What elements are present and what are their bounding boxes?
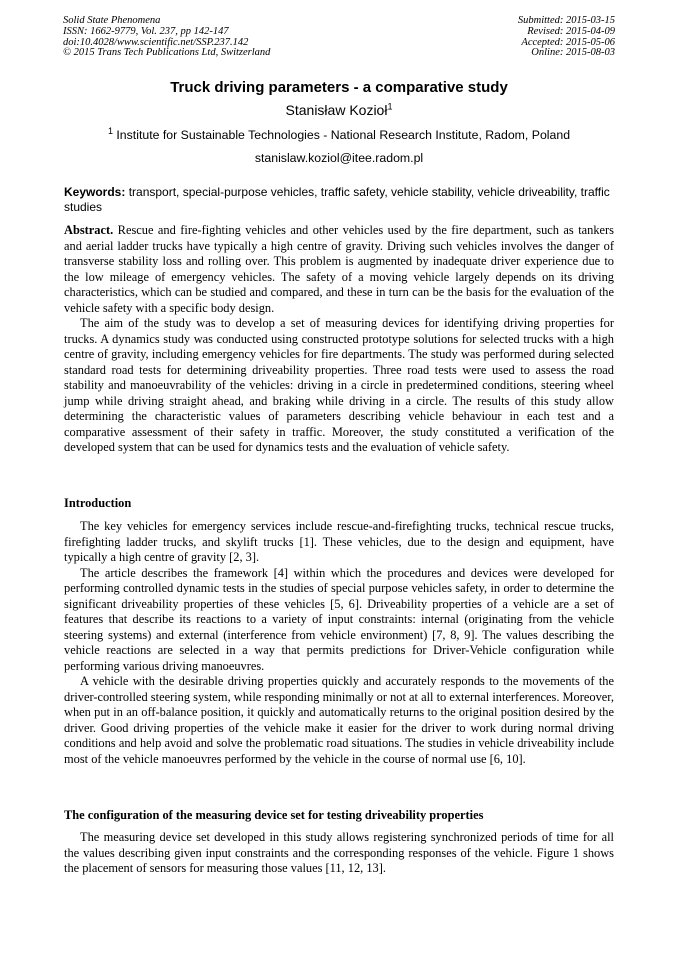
introduction-paragraph-1: The key vehicles for emergency services include rescue-and-firefighting trucks, technical rescue trucks, firefighting ladder trucks, and skylift trucks [1]. These vehicles, due to the design and equipment, have typically a high centre of gravity [2, 3]. xyxy=(64,519,614,564)
author-name: Stanisław Kozioł xyxy=(285,102,388,118)
online-date: Online: 2015-08-03 xyxy=(531,47,615,59)
keywords-label: Keywords: xyxy=(64,185,126,199)
configuration-paragraph-1: The measuring device set developed in this study allows registering synchronized periods of time for all the values describing given input constraints and the corresponding responses of the vehicle. Figure 1 shows the placement of sensors for measuring those values [11, 12, 13]. xyxy=(64,830,614,875)
abstract xyxy=(64,223,614,456)
journal-name: Solid State Phenomena xyxy=(63,15,161,26)
abstract-paragraph-2: The aim of the study was to develop a set of measuring devices for identifying driving properties for trucks. A dynamics study was conducted using constructed prototype solutions for selected trucks with a high centre of gravity, including emergency vehicles for fire departments. The study was performed during selected standard road tests for determining driveability properties. Three road tests were used to assess the road stability and manoeuvrability of the vehicles: driving in a circle in predetermined conditions, steering wheel jump while driving straight ahead, and braking while driving in a circle. The results of this study allow determining the characteristic values of parameters describing vehicle behaviour in each test and a comparative assessment of their safety in traffic. Moreover, the study constituted a verification of the developed system that can be used for dynamics tests and the evaluation of vehicle safety. xyxy=(64,316,614,454)
submitted-date: Submitted: 2015-03-15 xyxy=(517,15,615,26)
author-email: stanislaw.koziol@itee.radom.pl xyxy=(254,151,424,165)
affiliation-superscript: 1 xyxy=(107,125,113,136)
journal-header-left xyxy=(63,16,270,59)
revised-date: Revised: 2015-04-09 xyxy=(527,25,615,37)
section-configuration xyxy=(64,830,614,877)
keywords xyxy=(64,185,614,214)
abstract-label: Abstract. xyxy=(64,223,114,237)
affiliation-text: Institute for Sustainable Technologies - National Research Institute, Radom, Poland xyxy=(112,128,571,142)
journal-header-right xyxy=(518,16,615,59)
author-line xyxy=(64,102,614,119)
section-heading-configuration: The configuration of the measuring device set for testing driveability properties xyxy=(64,808,484,822)
affiliation xyxy=(64,125,614,143)
author-superscript: 1 xyxy=(387,101,393,112)
doi-info: doi:10.4028/www.scientific.net/SSP.237.142 xyxy=(63,36,249,48)
issn-info: ISSN: 1662-9779, Vol. 237, pp 142-147 xyxy=(63,25,229,37)
copyright-info: © 2015 Trans Tech Publications Ltd, Switzerland xyxy=(63,47,271,59)
abstract-paragraph-1 xyxy=(64,223,614,316)
paper-title: Truck driving parameters - a comparative study xyxy=(170,79,508,96)
keywords-text: transport, special-purpose vehicles, traffic safety, vehicle stability, vehicle driveability, traffic studies xyxy=(64,185,610,214)
section-heading-introduction: Introduction xyxy=(64,496,132,510)
introduction-paragraph-2: The article describes the framework [4] within which the procedures and devices were developed for performing controlled dynamic tests in the studies of special purpose vehicles safety, in order to determine the significant driveability properties of these vehicles [5, 6]. Driveability properties of a vehicle are a set of features that describe its reactions to a variety of input constraints: internal (originating from the vehicle steering systems) and external (interference from vehicle environment) [7, 8, 9]. The values describing the vehicle reactions are selected in a way that permits predictions for Driver-Vehicle configuration while performing various driving manoeuvres. xyxy=(64,565,614,673)
abstract-p1-text: Rescue and fire-fighting vehicles and other vehicles used by the fire department, such as tankers and aerial ladder trucks have typically a high centre of gravity. Driving such vehicles involves the danger of transverse stability loss and rolling over. This problem is augmented by inadequate driver experience due to the low mileage of emergency vehicles. The safety of a moving vehicle largely depends on its driving characteristics, which can be studied and compared, and these in turn can be the basis for the evaluation of the vehicle safety with a specific body design. xyxy=(64,223,614,315)
accepted-date: Accepted: 2015-05-06 xyxy=(521,36,615,48)
introduction-paragraph-3: A vehicle with the desirable driving properties quickly and accurately responds to the movements of the driver-controlled steering system, while responding minimally or not at all to external interferences. Moreover, when put in an off-balance position, it quickly and automatically returns to the original position desired by the driver. Good driving properties of the vehicle make it easier for the driver to work during normal driving conditions and help avoid and solve the problematic road situations. The studies in vehicle driveability include most of the vehicle manoeuvres performed by the vehicle in the course of normal use [6, 10]. xyxy=(64,674,614,766)
section-introduction xyxy=(64,519,614,767)
